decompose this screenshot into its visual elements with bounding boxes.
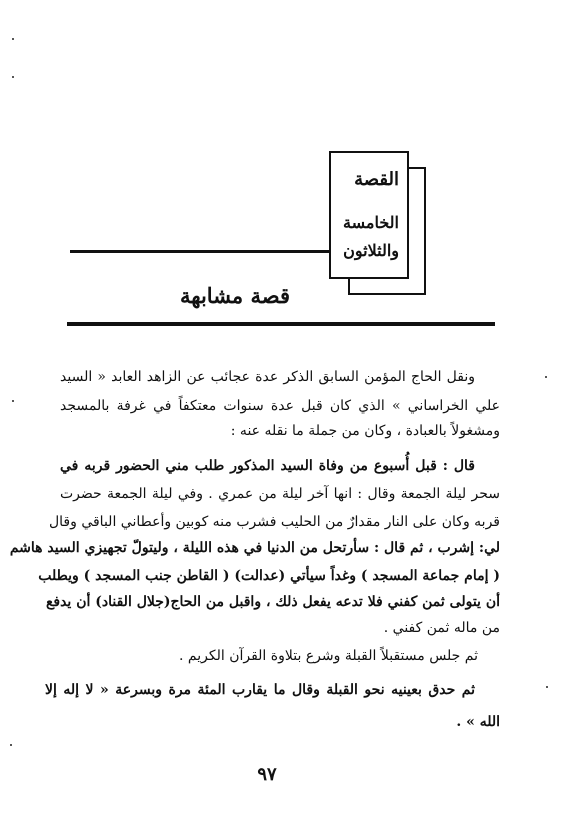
header-rule-top	[70, 250, 330, 253]
chapter-ordinal-1: الخامسة	[343, 213, 399, 232]
chapter-label: القصة	[354, 169, 399, 190]
margin-mark	[12, 400, 14, 402]
text-line: أن يتولى ثمن كفني فلا تدعه يفعل ذلك ، واقبل من الحاج(جلال القناد) أن يدفع	[45, 594, 500, 610]
text-line: قربه وكان على النار مقدارٌ من الحليب فشرب منه كوبين وأعطاني الباقي وقال	[48, 514, 500, 530]
text-line: ومشغولاً بالعبادة ، وكان من جملة ما نقله عنه :	[230, 423, 500, 439]
margin-mark	[546, 686, 548, 688]
chapter-box	[329, 151, 409, 279]
text-line: ونقل الحاج المؤمن السابق الذكر عدة عجائب عن الزاهد العابد « السيد	[60, 369, 475, 385]
margin-mark	[10, 744, 12, 746]
page-number: ٩٧	[257, 764, 277, 785]
margin-mark	[12, 76, 14, 78]
text-line: سحر ليلة الجمعة وقال : انها آخر ليلة من عمري . وفي ليلة الجمعة حضرت	[60, 486, 500, 502]
text-line: ثم حدق بعينيه نحو القبلة وقال ما يقارب المئة مرة وبسرعة « لا إله إلا	[45, 682, 475, 698]
margin-mark	[12, 38, 14, 40]
margin-mark	[545, 376, 547, 378]
text-line: الله » .	[456, 714, 500, 730]
text-line: قال : قبل أُسبوع من وفاة السيد المذكور طلب مني الحضور قربه في	[60, 458, 475, 474]
text-line: علي الخراساني » الذي كان قبل عدة سنوات معتكفاً في غرفة بالمسجد	[60, 398, 500, 414]
text-line: لي: إشرب ، ثم قال : سأرتحل من الدنيا في هذه الليلة ، وليتولّ تجهيزي السيد هاشم	[9, 540, 500, 556]
text-line: ثم جلس مستقبلاً القبلة وشرع بتلاوة القرآن الكريم .	[179, 648, 478, 664]
text-line: ( إمام جماعة المسجد ) وغداً سيأتي (عدالت) ( القاطن جنب المسجد ) ويطلب	[38, 568, 500, 584]
story-title: قصة مشابهة	[180, 283, 290, 308]
text-line: من ماله ثمن كفني .	[383, 620, 500, 636]
header-rule-bottom	[67, 322, 495, 326]
chapter-ordinal-2: والثلاثون	[343, 241, 399, 260]
